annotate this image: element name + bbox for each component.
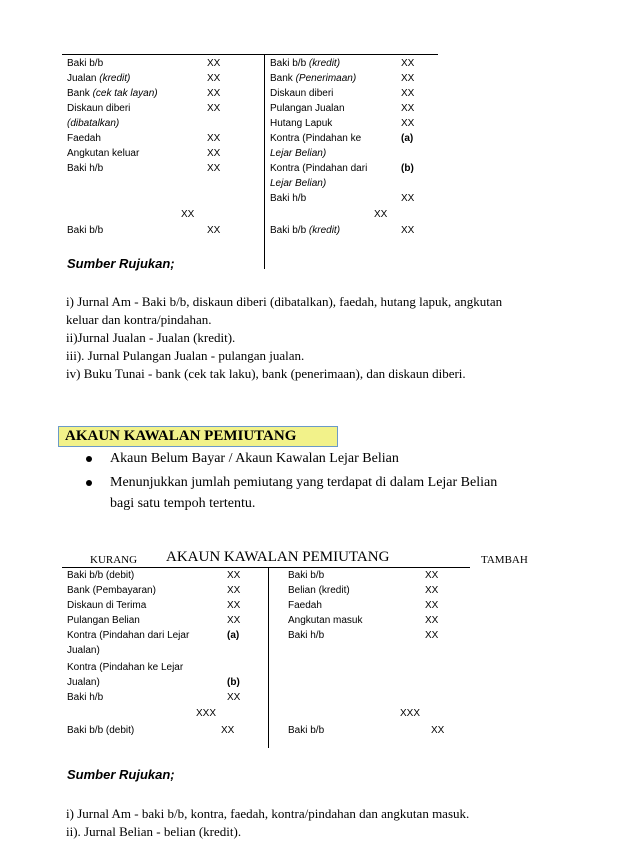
t2-left-row-0-amount: XX	[227, 570, 241, 581]
t1-divider	[264, 55, 265, 269]
ref-2-line-1: ii). Jurnal Belian - belian (kredit).	[66, 824, 242, 839]
t1-row-6-left: Angkutan keluar	[67, 148, 140, 159]
ref-1-line-0: i) Jurnal Am - Baki b/b, diskaun diberi (dibatalkan), faedah, hutang lapuk, angkutan	[66, 294, 503, 309]
t1-row-5-left-amount: XX	[207, 133, 221, 144]
t1-row-3-left-amount: XX	[207, 103, 221, 114]
t1-row-6-left-amount: XX	[207, 148, 221, 159]
t2-total-right: XXX	[400, 708, 421, 719]
section-heading: AKAUN KAWALAN PEMIUTANG	[58, 426, 338, 447]
t1-final-right: Baki b/b (kredit)	[270, 225, 341, 236]
bullet-item-1	[86, 449, 399, 468]
t2-final-right-amount: XX	[431, 725, 445, 736]
t2-left-row-8-amount: XX	[227, 692, 241, 703]
t1-row-7-left-amount: XX	[207, 163, 221, 174]
t2-left-row-2-amount: XX	[227, 600, 241, 611]
bullet-icon	[86, 480, 92, 486]
t2-right-row-1-amount: XX	[425, 585, 439, 596]
t1-row-5-right: Kontra (Pindahan ke	[270, 133, 362, 144]
t1-final-left: Baki b/b	[67, 225, 104, 236]
t2-final-left: Baki b/b (debit)	[67, 725, 135, 736]
bullet-text-1: Akaun Belum Bayar / Akaun Kawalan Lejar Belian	[110, 451, 399, 466]
t2-right-row-3: Angkutan masuk	[288, 615, 363, 626]
t1-row-1-left: Jualan (kredit)	[67, 73, 131, 84]
t1-row-2-right-amount: XX	[401, 88, 415, 99]
ref-2-line-0: i) Jurnal Am - baki b/b, kontra, faedah, kontra/pindahan dan angkutan masuk.	[66, 806, 470, 821]
t1-total-left: XX	[181, 209, 195, 220]
bullet-item-2	[86, 473, 497, 492]
t2-left-row-6: Kontra (Pindahan ke Lejar	[67, 662, 184, 673]
sumber-rujukan-1: Sumber Rujukan;	[67, 256, 175, 271]
t2-right-row-1: Belian (kredit)	[288, 585, 350, 596]
t2-right-row-2-amount: XX	[425, 600, 439, 611]
t2-right-row-4: Baki h/b	[288, 630, 325, 641]
t1-row-5-right-amount: (a)	[401, 133, 414, 144]
bullet-icon	[86, 456, 92, 462]
t1-top-rule	[62, 54, 438, 55]
t1-row-8-right: Lejar Belian)	[270, 178, 327, 189]
t2-right-row-0-amount: XX	[425, 570, 439, 581]
t2-left-row-4-amount: (a)	[227, 630, 240, 641]
bullet-text-2: Menunjukkan jumlah pemiutang yang terdapat di dalam Lejar Belian	[110, 475, 498, 490]
t2-total-left: XXX	[196, 708, 217, 719]
t1-row-4-right: Hutang Lapuk	[270, 118, 333, 129]
t2-left-row-3-amount: XX	[227, 615, 241, 626]
t1-row-1-right: Bank (Penerimaan)	[270, 73, 357, 84]
t2-final-left-amount: XX	[221, 725, 235, 736]
t1-row-3-right-amount: XX	[401, 103, 415, 114]
t1-total-right: XX	[374, 209, 388, 220]
t1-row-0-right-amount: XX	[401, 58, 415, 69]
t2-left-row-3: Pulangan Belian	[67, 615, 140, 626]
t2-left-row-0: Baki b/b (debit)	[67, 570, 135, 581]
t1-row-5-left: Faedah	[67, 133, 101, 144]
t1-row-4-left: (dibatalkan)	[67, 118, 120, 129]
t2-right-row-4-amount: XX	[425, 630, 439, 641]
t1-row-6-right: Lejar Belian)	[270, 148, 327, 159]
t2-right-header: TAMBAH	[481, 554, 528, 566]
t1-row-4-right-amount: XX	[401, 118, 415, 129]
t2-final-right: Baki b/b	[288, 725, 325, 736]
t1-row-1-left-amount: XX	[207, 73, 221, 84]
ref-1-line-1: keluar dan kontra/pindahan.	[66, 312, 212, 327]
t1-final-left-amount: XX	[207, 225, 221, 236]
t1-row-7-left: Baki h/b	[67, 163, 104, 174]
t2-left-row-1-amount: XX	[227, 585, 241, 596]
t2-left-row-8: Baki h/b	[67, 692, 104, 703]
t2-left-row-7: Jualan)	[67, 677, 100, 688]
t1-row-3-left: Diskaun diberi	[67, 103, 131, 114]
t1-row-1-right-amount: XX	[401, 73, 415, 84]
t2-right-row-0: Baki b/b	[288, 570, 325, 581]
t1-row-2-left-amount: XX	[207, 88, 221, 99]
references-1	[66, 293, 502, 383]
t1-row-7-right: Kontra (Pindahan dari	[270, 163, 368, 174]
t1-final-right-amount: XX	[401, 225, 415, 236]
t2-left-row-1: Bank (Pembayaran)	[67, 585, 156, 596]
t1-row-0-right: Baki b/b (kredit)	[270, 58, 341, 69]
t1-row-7-right-amount: (b)	[401, 163, 414, 174]
t2-left-row-7-amount: (b)	[227, 677, 240, 688]
t2-title: AKAUN KAWALAN PEMIUTANG	[166, 549, 390, 565]
t1-row-0-left: Baki b/b	[67, 58, 104, 69]
ref-1-line-2: ii)Jurnal Jualan - Jualan (kredit).	[66, 330, 236, 345]
bullet-item-2-continued: bagi satu tempoh tertentu.	[110, 496, 256, 511]
t2-right-row-3-amount: XX	[425, 615, 439, 626]
t2-left-row-2: Diskaun di Terima	[67, 600, 147, 611]
t1-row-2-left: Bank (cek tak layan)	[67, 88, 158, 99]
ref-1-line-3: iii). Jurnal Pulangan Jualan - pulangan jualan.	[66, 348, 305, 363]
t2-divider	[268, 568, 269, 748]
t1-row-9-right-amount: XX	[401, 193, 415, 204]
t2-left-header: KURANG	[90, 554, 138, 566]
t1-row-2-right: Diskaun diberi	[270, 88, 334, 99]
t1-row-9-right: Baki h/b	[270, 193, 307, 204]
t2-left-row-4: Kontra (Pindahan dari Lejar	[67, 630, 190, 641]
ref-1-line-4: iv) Buku Tunai - bank (cek tak laku), bank (penerimaan), dan diskaun diberi.	[66, 366, 466, 381]
references-2	[66, 805, 469, 841]
t1-row-3-right: Pulangan Jualan	[270, 103, 345, 114]
t2-left-row-5: Jualan)	[67, 645, 100, 656]
t2-right-row-2: Faedah	[288, 600, 322, 611]
t1-row-0-left-amount: XX	[207, 58, 221, 69]
sumber-rujukan-2: Sumber Rujukan;	[67, 767, 175, 782]
